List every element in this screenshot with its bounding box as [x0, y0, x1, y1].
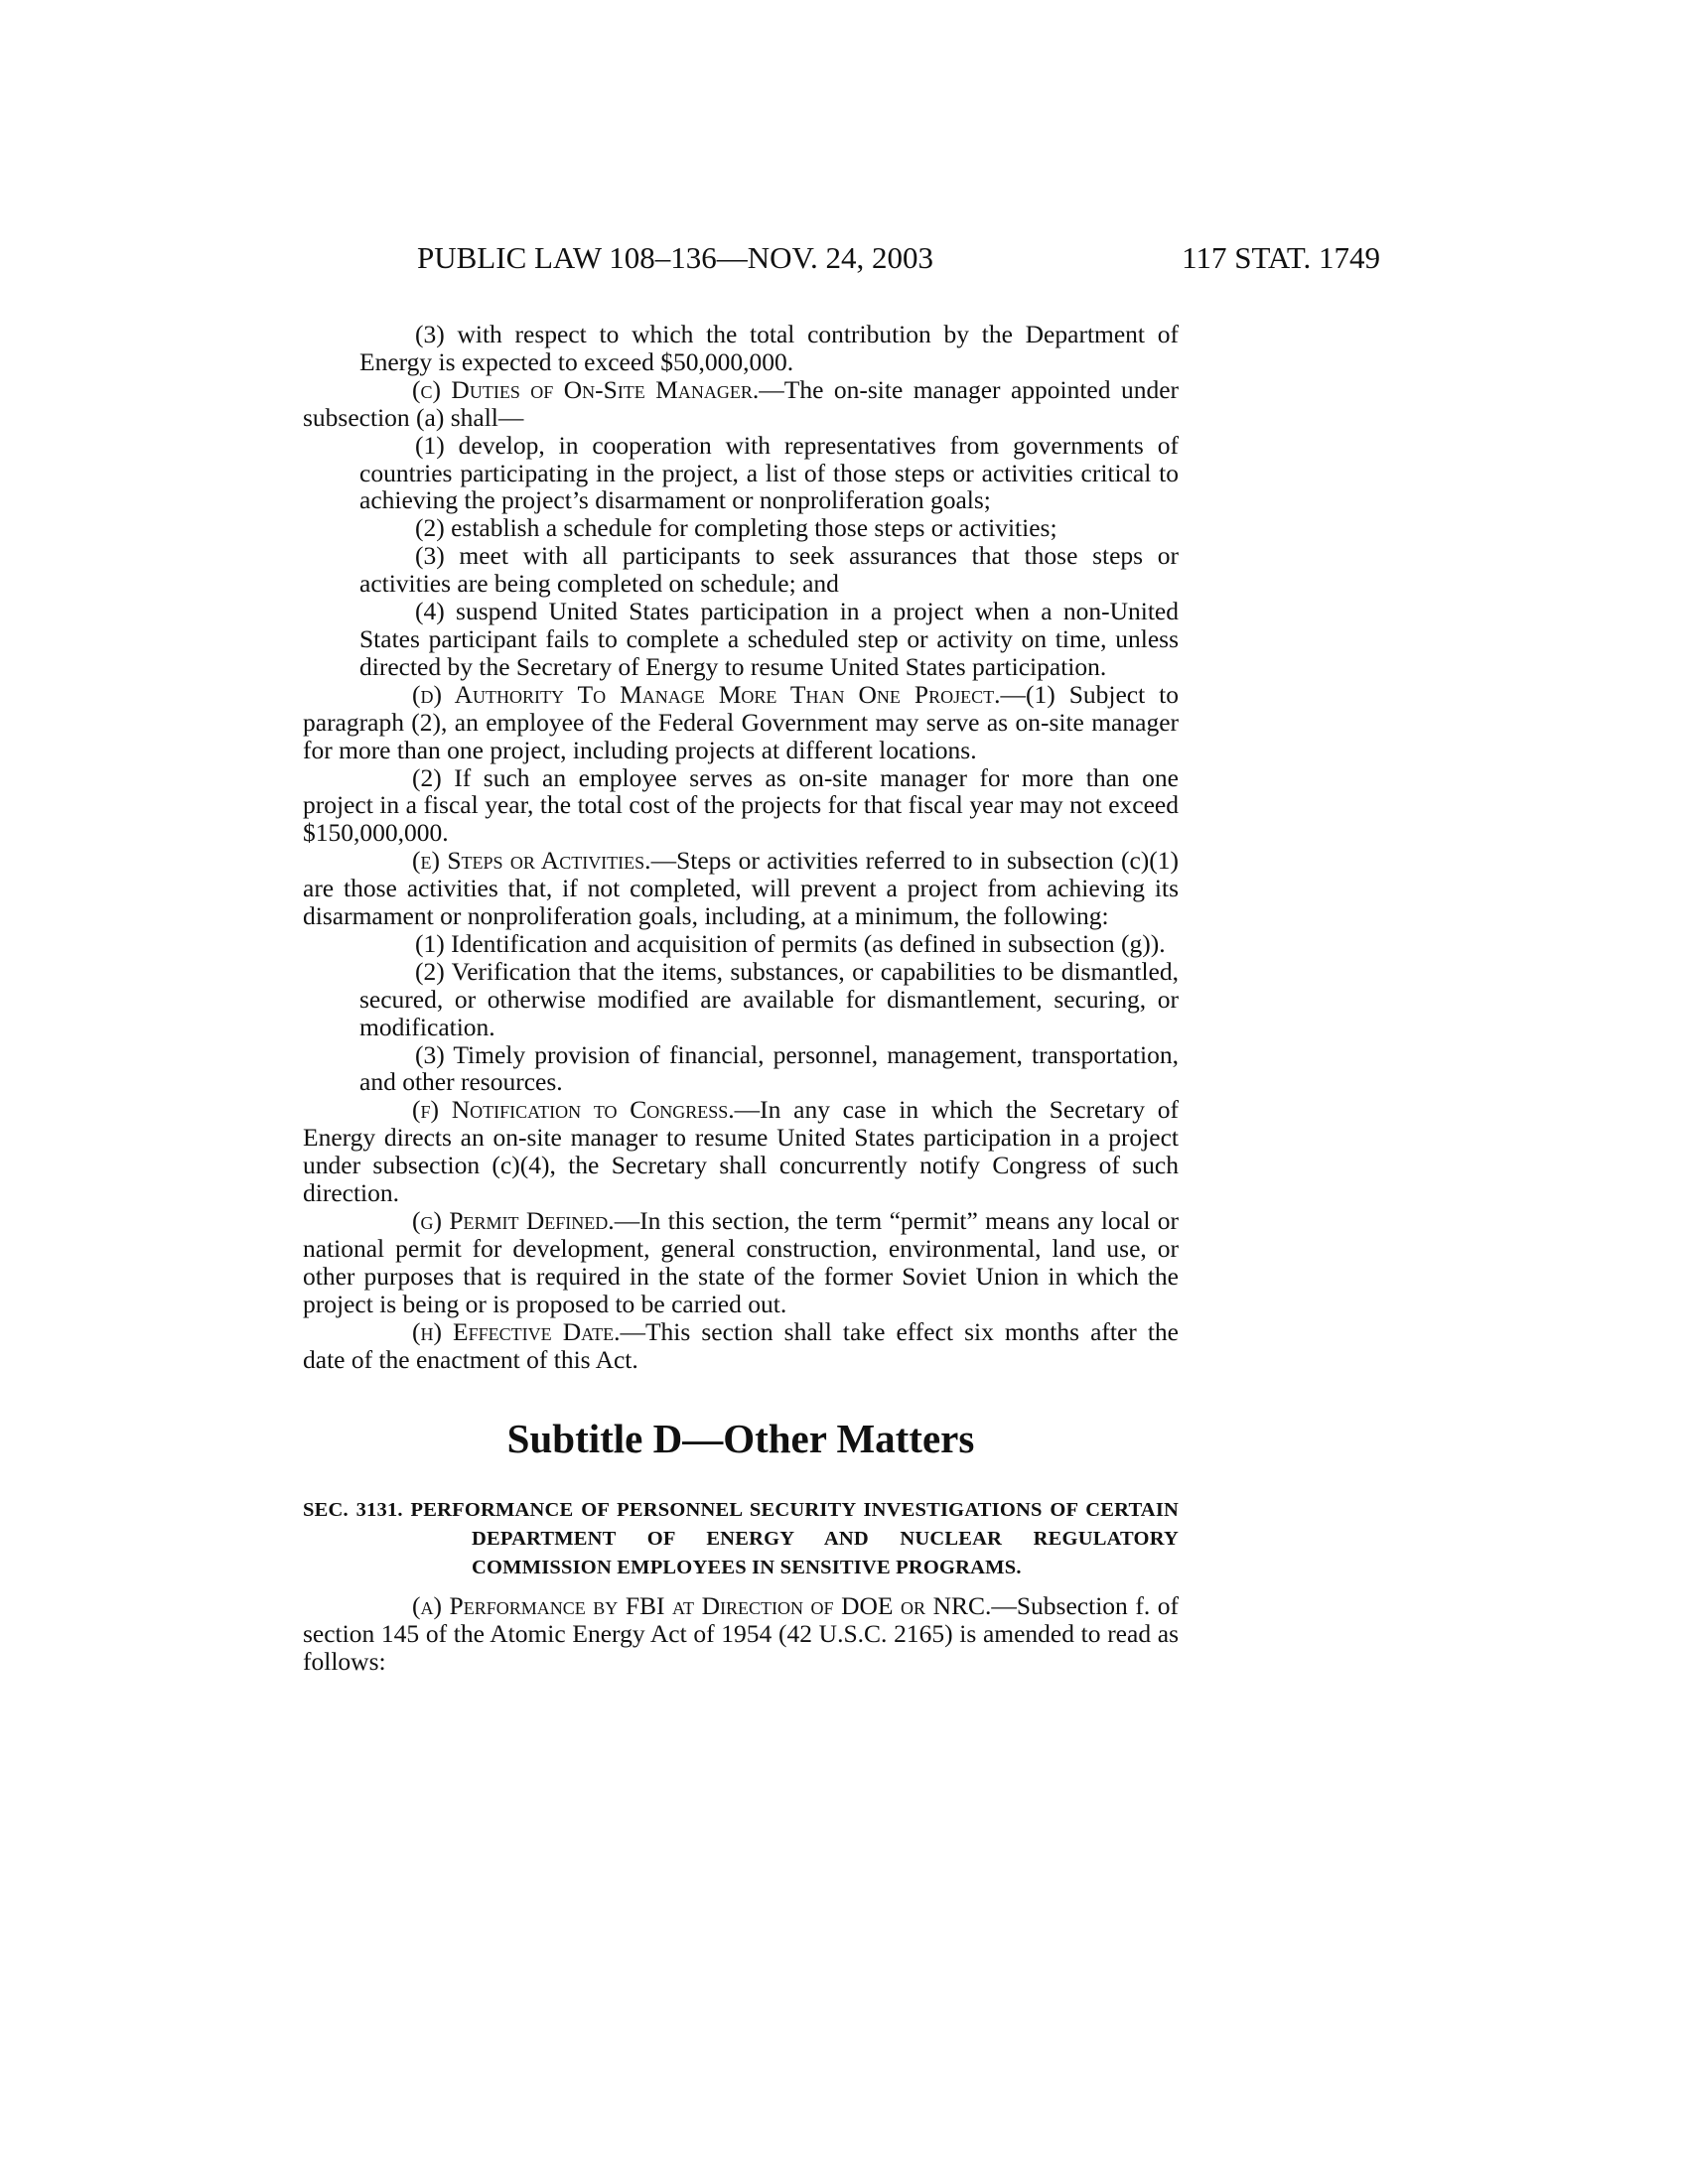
subsection-f: [303, 1096, 1179, 1207]
subsection-c: [303, 376, 1179, 432]
subsection-e-heading: (e) Steps or Activities.: [412, 846, 651, 876]
subsection-f-text: —In any case in which the Secretary of Energy directs an on-site manager to resume United States participation in a project under subsection (c)(4), the Secretary shall concurrently notify Congress of such direction.: [303, 1095, 1179, 1208]
subsection-f-heading: (f) Notification to Congress.: [412, 1095, 735, 1125]
paragraph-c2: (2) establish a schedule for completing those steps or activities;: [415, 513, 1057, 543]
subsection-d-text: —(1) Subject to paragraph (2), an employee of the Federal Government may serve as on-site manager for more than one project, including projects at different locations.: [303, 679, 1180, 764]
subsection-c-heading: (c) Duties of On-Site Manager.: [412, 374, 760, 404]
statute-page-number: 117 STAT. 1749: [1182, 240, 1380, 275]
paragraph-c3: (3) meet with all participants to seek assurances that those steps or activities are being completed on schedule; and: [359, 541, 1179, 599]
subsection-d: [303, 681, 1179, 764]
subsection-e: [303, 847, 1179, 930]
section-subsection-a: [303, 1592, 1179, 1676]
subsection-g-heading: (g) Permit Defined.: [412, 1206, 615, 1235]
paragraph-e1: (1) Identification and acquisition of permits (as defined in subsection (g)).: [415, 928, 1166, 958]
section-subsection-a-text: —Subsection f. of section 145 of the Atomic Energy Act of 1954 (42 U.S.C. 2165) is amended to read as follows:: [303, 1591, 1179, 1677]
paragraph-e2: (2) Verification that the items, substances, or capabilities to be dismantled, secured, or otherwise modified are available for dismantlement, securing, or modification.: [359, 956, 1179, 1041]
subtitle-heading: Subtitle D—Other Matters: [506, 1416, 975, 1462]
paragraph-c1: (1) develop, in cooperation with representatives from governments of countries participating in the project, a list of those steps or activities critical to achieving the project’s disarmament or nonproliferation goals;: [359, 430, 1179, 515]
subsection-h-heading: (h) Effective Date.: [412, 1316, 621, 1346]
subsection-c-text: —The on-site manager appointed under subsection (a) shall—: [303, 374, 1179, 432]
subsection-g: [303, 1207, 1179, 1318]
paragraph-c4: (4) suspend United States participation in a project when a non-United States participant fails to complete a scheduled step or activity on time, unless directed by the Secretary of Energy to resume United States participation.: [359, 597, 1179, 681]
paragraph-d2: (2) If such an employee serves as on-site manager for more than one project in a fiscal year, the total cost of the projects for that fiscal year may not exceed $150,000,000.: [303, 762, 1179, 848]
section-heading: SEC. 3131. PERFORMANCE OF PERSONNEL SECURITY INVESTIGATIONS OF CERTAIN DEPARTMENT OF ENERGY AND NUCLEAR REGULATORY COMMISSION EMPLOYEES IN SENSITIVE PROGRAMS.: [303, 1499, 1179, 1579]
page-header: [417, 238, 1380, 278]
paragraph-e3: (3) Timely provision of financial, personnel, management, transportation, and other resources.: [359, 1039, 1179, 1097]
subsection-h-text: —This section shall take effect six months after the date of the enactment of this Act.: [303, 1316, 1179, 1374]
subsection-g-text: —In this section, the term “permit” means any local or national permit for development, general construction, environmental, land use, or other purposes that is required in the state of the former Soviet Union in which the project is being or is proposed to be carried out.: [303, 1206, 1180, 1318]
section-subsection-a-heading: (a) Performance by FBI at Direction of DOE or NRC.: [412, 1591, 992, 1621]
subsection-h: [303, 1318, 1179, 1374]
subsection-e-text: —Steps or activities referred to in subsection (c)(1) are those activities that, if not completed, will prevent a project from achieving its disarmament or nonproliferation goals, including, at a minimum, the following:: [303, 846, 1179, 931]
page-body: [303, 321, 1179, 1676]
subsection-d-heading: (d) Authority To Manage More Than One Project.: [412, 679, 1001, 709]
paragraph-b3: (3) with respect to which the total contribution by the Department of Energy is expected to exceed $50,000,000.: [359, 320, 1179, 376]
running-head-title: PUBLIC LAW 108–136—NOV. 24, 2003: [417, 240, 933, 275]
